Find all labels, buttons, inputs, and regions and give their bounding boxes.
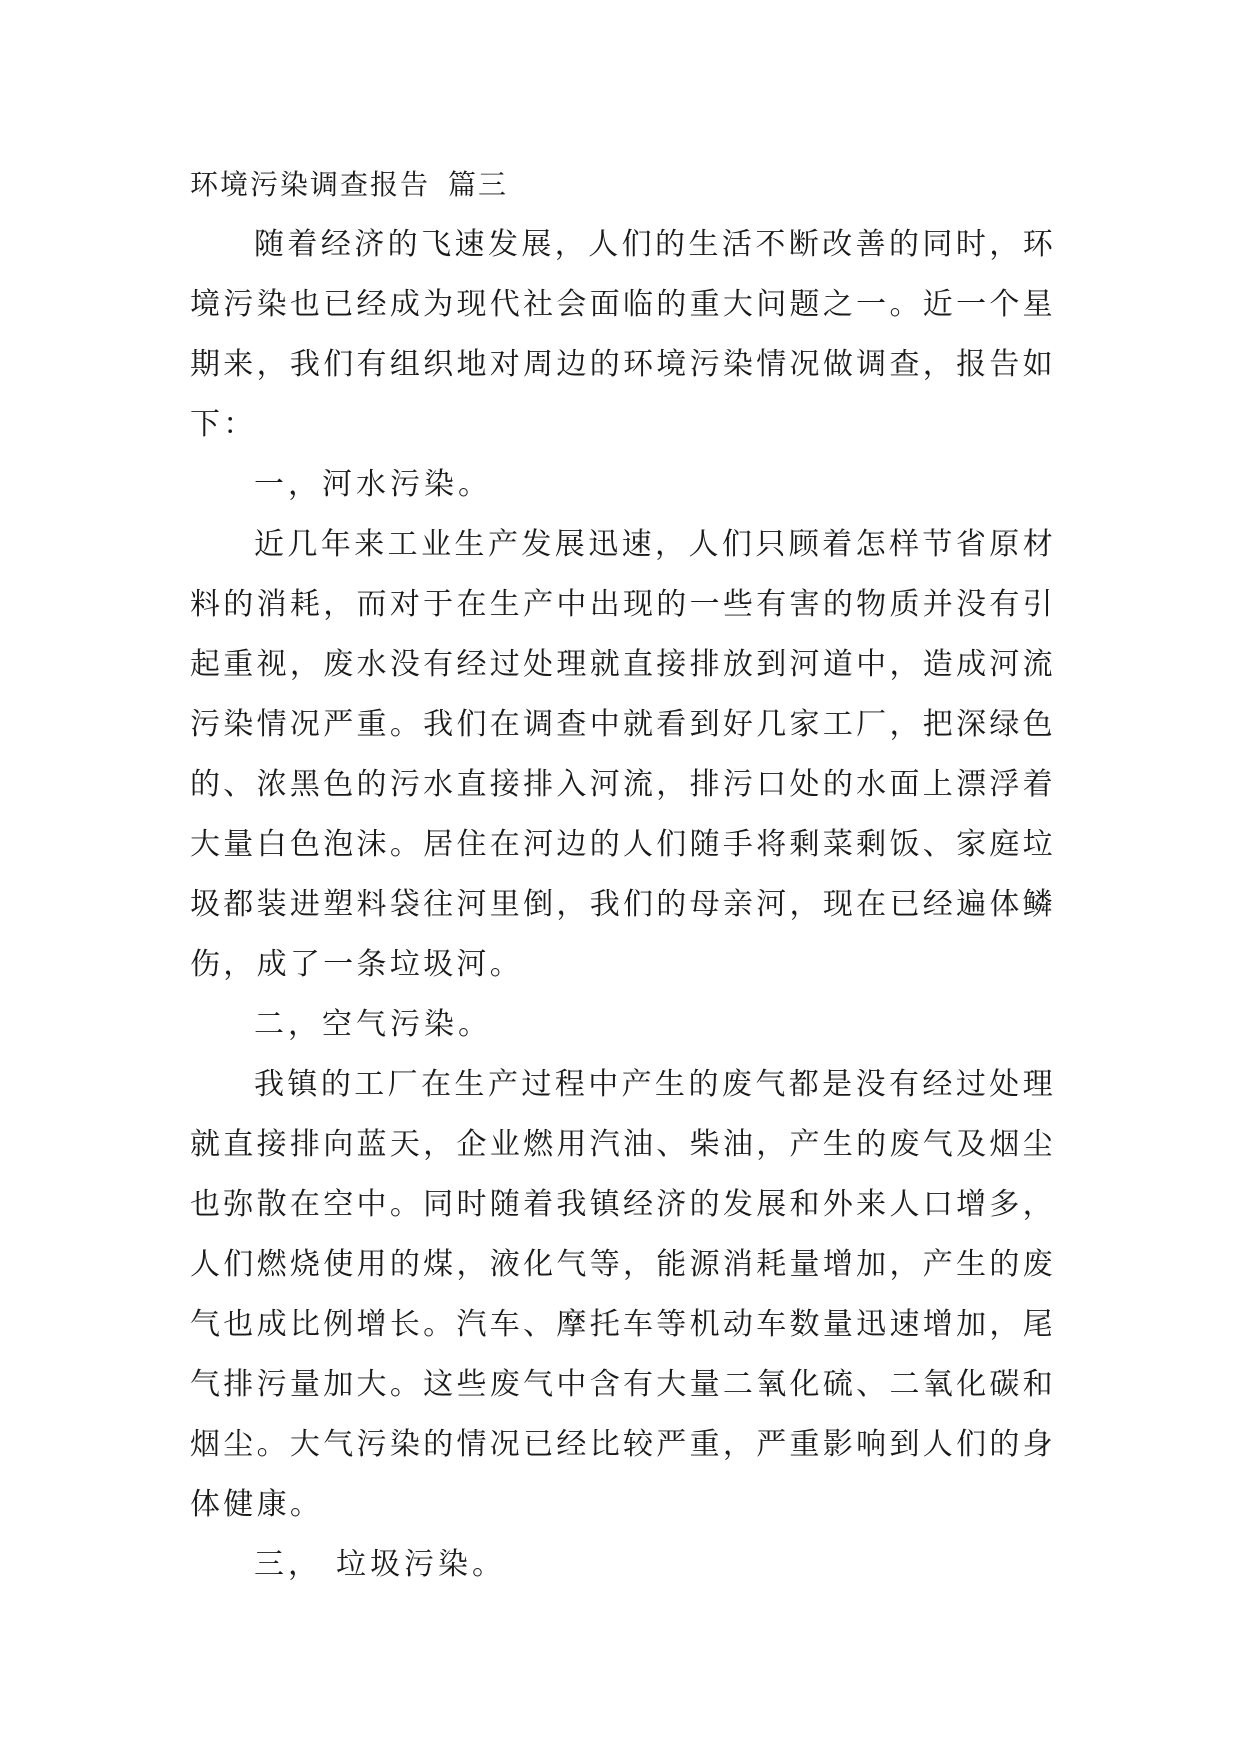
section-heading-air: 二，空气污染。 <box>254 1007 492 1042</box>
intro-paragraph: 随着经济的飞速发展，人们的生活不断改善的同时，环境污染也已经成为现代社会面临的重大问题之一。近一个星期来，我们有组织地对周边的环境污染情况做调查，报告如下： <box>190 227 1056 442</box>
section-heading-river: 一，河水污染。 <box>254 467 492 502</box>
section-heading-garbage-text: 垃圾污染。 <box>336 1547 506 1582</box>
section-heading-garbage-prefix: 三， <box>254 1547 322 1582</box>
section-body-air: 我镇的工厂在生产过程中产生的废气都是没有经过处理就直接排向蓝天，企业燃用汽油、柴油，产生的废气及烟尘也弥散在空中。同时随着我镇经济的发展和外来人口增多，人们燃烧使用的煤，液化气等，能源消耗量增加，产生的废气也成比例增长。汽车、摩托车等机动车数量迅速增加，尾气排污量加大。这些废气中含有大量二氧化硫、二氧化碳和烟尘。大气污染的情况已经比较严重，严重影响到人们的身体健康。 <box>190 1067 1056 1522</box>
document-title-main: 环境污染调查报告 <box>190 168 431 201</box>
document-content <box>190 155 1056 1595</box>
section-body-river: 近几年来工业生产发展迅速，人们只顾着怎样节省原材料的消耗，而对于在生产中出现的一些有害的物质并没有引起重视，废水没有经过处理就直接排放到河道中，造成河流污染情况严重。我们在调查中就看到好几家工厂，把深绿色的、浓黑色的污水直接排入河流，排污口处的水面上漂浮着大量白色泡沫。居住在河边的人们随手将剩菜剩饭、家庭垃圾都装进塑料袋往河里倒，我们的母亲河，现在已经遍体鳞伤，成了一条垃圾河。 <box>190 527 1056 982</box>
document-title <box>190 155 1056 215</box>
section-heading-garbage <box>190 1535 1056 1595</box>
document-title-sub: 篇三 <box>448 168 509 201</box>
